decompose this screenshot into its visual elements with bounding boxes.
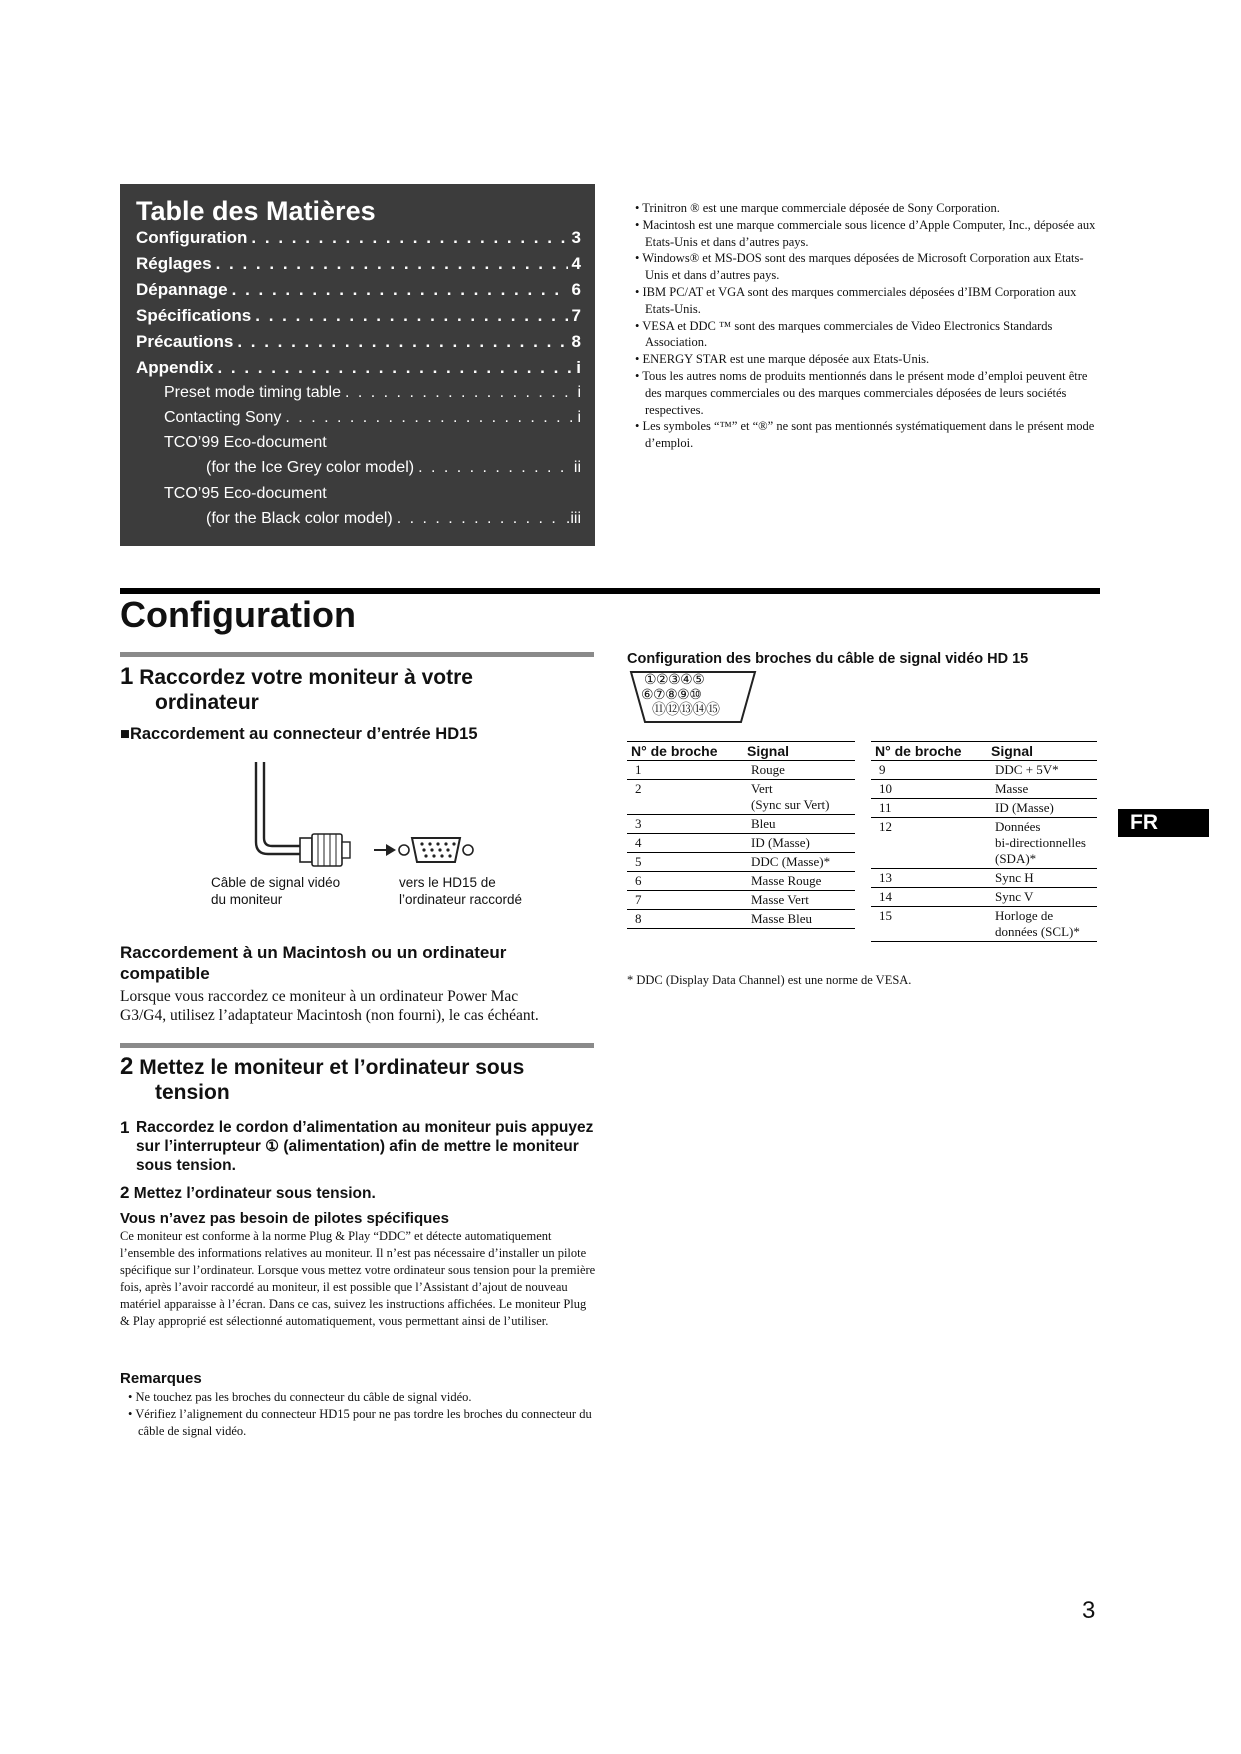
pin-number: 9 <box>871 761 987 780</box>
hd15-port-icon <box>399 838 473 862</box>
pin-signal: Données bi-directionnelles (SDA)* <box>987 818 1097 869</box>
toc-entry-page: 4 <box>571 254 581 273</box>
toc-entry-page: i <box>577 384 581 401</box>
pin-signal: Sync V <box>987 888 1097 907</box>
pin-col-header: N° de broche <box>871 742 987 761</box>
pin-signal: Masse Rouge <box>743 872 855 891</box>
toc-entry-page: i <box>577 409 581 426</box>
pin-signal: Masse Bleu <box>743 910 855 929</box>
toc-entry-tco99: TCO’99 Eco-document <box>164 434 327 451</box>
toc-entry-contacting-sony[interactable] <box>164 409 581 427</box>
step-title-line: ordinateur <box>155 691 259 714</box>
toc-entry-page: .iii <box>565 510 581 527</box>
toc-entry-appendix[interactable] <box>136 358 581 378</box>
step-title-line: Mettez le moniteur et l’ordinateur sous <box>139 1056 525 1079</box>
page-number: 3 <box>1082 1597 1096 1624</box>
page-title: Configuration <box>120 594 356 635</box>
pin-table-9-15 <box>871 741 1097 942</box>
arrow-right-icon <box>374 844 396 856</box>
language-tab: FR <box>1118 809 1209 837</box>
toc-entry-specifications[interactable] <box>136 306 581 326</box>
pin-row <box>627 780 855 815</box>
note-item: • Ne touchez pas les broches du connecteur du câble de signal vidéo. <box>128 1390 472 1404</box>
substep-2 <box>120 1184 376 1203</box>
drivers-text: Ce moniteur est conforme à la norme Plug & Play “DDC” et détecte automatiquement l’ensemble des informations relatives au moniteur. Il n’est pas nécessaire d’installer un pilote spécifique sur l’ordinateur. Lorsque vous mettez votre ordinateur sous tension pour la première fois, après l’avoir raccordé au moniteur, il est possible que l’Assistant d’ajout de nouveau matériel apparaisse à l’écran. Dans ce cas, suivez les instructions affichées. Le moniteur Plug & Play approprié est sélectionné automatiquement, vous permettant ainsi de l’utiliser. <box>120 1229 596 1328</box>
trademark-note: • IBM PC/AT et VGA sont des marques commerciales déposées d’IBM Corporation aux Etats-Unis. <box>635 284 1077 316</box>
step1-rule <box>120 652 594 657</box>
pin-number: 2 <box>627 780 743 815</box>
pin-signal: ID (Masse) <box>743 834 855 853</box>
pin-row <box>627 761 855 780</box>
substep-text: Mettez l’ordinateur sous tension. <box>133 1185 376 1202</box>
pin-signal: Sync H <box>987 869 1097 888</box>
macintosh-heading: Raccordement à un Macintosh ou un ordinateur compatible <box>120 943 507 983</box>
pin-number: 1 <box>627 761 743 780</box>
hd15-caption: vers le HD15 de l’ordinateur raccordé <box>399 875 523 907</box>
pin-row <box>871 907 1097 942</box>
trademark-note: • VESA et DDC ™ sont des marques commerciales de Video Electronics Standards Association. <box>635 318 1053 350</box>
pin-row <box>871 799 1097 818</box>
pin-config-heading: Configuration des broches du câble de signal vidéo HD 15 <box>627 651 1029 667</box>
toc-entry-label: (for the Ice Grey color model) <box>206 459 415 476</box>
pin-number: 6 <box>627 872 743 891</box>
pin-col-header: N° de broche <box>627 742 743 761</box>
substep-text: Raccordez le cordon d’alimentation au moniteur puis appuyez sur l’interrupteur ① (alimentation) afin de mettre le moniteur sous tension. <box>136 1119 594 1174</box>
toc-entry-label: Dépannage <box>136 280 228 299</box>
toc-entry-depannage[interactable] <box>136 280 581 300</box>
pin-row <box>627 834 855 853</box>
toc-entry-page: i <box>576 358 581 377</box>
substep-1 <box>120 1118 600 1175</box>
toc-entry-page: 8 <box>571 332 581 351</box>
pin-number: 7 <box>627 891 743 910</box>
pin-number: 12 <box>871 818 987 869</box>
macintosh-text: Lorsque vous raccordez ce moniteur à un ordinateur Power Mac G3/G4, utilisez l’adaptateur Macintosh (non fourni), le cas échéant. <box>120 988 539 1024</box>
toc-entry-page: ii <box>573 459 581 476</box>
toc-title: Table des Matières <box>136 196 376 226</box>
pin-row <box>871 761 1097 780</box>
pin-number: 14 <box>871 888 987 907</box>
toc-entry-label: Appendix <box>136 358 214 377</box>
pin-table-1-8 <box>627 741 855 929</box>
toc-entry-page: 6 <box>571 280 581 299</box>
pin-signal: DDC + 5V* <box>987 761 1097 780</box>
notes-list <box>120 1389 596 1440</box>
toc-entry-label: Configuration <box>136 228 248 247</box>
toc-entry-tco95-detail[interactable] <box>206 510 581 528</box>
table-of-contents <box>120 184 595 546</box>
toc-entry-label: Preset mode timing table <box>164 384 341 401</box>
signal-col-header: Signal <box>987 742 1097 761</box>
step2-rule <box>120 1043 594 1048</box>
pin-number: 10 <box>871 780 987 799</box>
pin-signal: Masse <box>987 780 1097 799</box>
toc-entry-label: (for the Black color model) <box>206 510 393 527</box>
cable-connection-illustration <box>250 762 480 872</box>
trademark-note: • Windows® et MS-DOS sont des marques déposées de Microsoft Corporation aux Etats-Unis et dans d’autres pays. <box>635 251 1084 283</box>
trademark-notes <box>627 200 1097 452</box>
pin-number: 13 <box>871 869 987 888</box>
pin-row <box>627 872 855 891</box>
toc-entry-configuration[interactable] <box>136 228 581 248</box>
toc-entry-reglages[interactable] <box>136 254 581 274</box>
toc-entry-page: 3 <box>571 228 581 247</box>
video-cable-icon <box>256 762 350 866</box>
step-title-line: Raccordez votre moniteur à votre <box>139 666 473 689</box>
drivers-heading: Vous n’avez pas besoin de pilotes spécifiques <box>120 1210 449 1227</box>
substep-number: 1 <box>120 1118 130 1137</box>
toc-entry-label: Spécifications <box>136 306 252 325</box>
pin-row <box>871 818 1097 869</box>
toc-entry-label: Réglages <box>136 254 212 273</box>
hd15-subheading: ■Raccordement au connecteur d’entrée HD15 <box>120 725 478 743</box>
trademark-note: • Les symboles “™” et “®” ne sont pas mentionnés systématiquement dans le présent mode d’emploi. <box>635 419 1095 451</box>
pin-number: 11 <box>871 799 987 818</box>
pin-row <box>627 815 855 834</box>
step2-heading <box>120 1054 524 1105</box>
substep-number: 2 <box>120 1183 130 1202</box>
pin-row <box>627 891 855 910</box>
toc-entry-page: 7 <box>571 306 581 325</box>
toc-entry-preset-mode[interactable] <box>164 384 581 402</box>
note-item: • Vérifiez l’alignement du connecteur HD15 pour ne pas tordre les broches du connecteur du câble de signal vidéo. <box>128 1407 592 1438</box>
trademark-note: • ENERGY STAR est une marque déposée aux Etats-Unis. <box>635 352 930 367</box>
step-number: 2 <box>120 1053 134 1080</box>
pin-signal: ID (Masse) <box>987 799 1097 818</box>
step-number: 1 <box>120 663 134 690</box>
toc-entry-precautions[interactable] <box>136 332 581 352</box>
pin-signal: Masse Vert <box>743 891 855 910</box>
pin-number: 3 <box>627 815 743 834</box>
toc-entry-label: Contacting Sony <box>164 409 282 426</box>
trademark-note: • Macintosh est une marque commerciale sous licence d’Apple Computer, Inc., déposée aux Etats-Unis et dans d’autres pays. <box>635 217 1096 249</box>
pin-row <box>871 888 1097 907</box>
pin-number: 8 <box>627 910 743 929</box>
signal-col-header: Signal <box>743 742 855 761</box>
pin-signal: Horloge de données (SCL)* <box>987 907 1097 942</box>
pin-signal: DDC (Masse)* <box>743 853 855 872</box>
toc-entry-tco95: TCO’95 Eco-document <box>164 485 327 502</box>
step-title-line: tension <box>155 1081 230 1104</box>
cable-caption: Câble de signal vidéo du moniteur <box>211 875 341 907</box>
trademark-note: • Tous les autres noms de produits mentionnés dans le présent mode d’emploi peuvent être des marques commerciales ou des marques commerciales déposées de leurs sociétés respectives. <box>635 368 1088 417</box>
pin-row <box>627 853 855 872</box>
step1-heading <box>120 664 473 715</box>
pin-signal: Bleu <box>743 815 855 834</box>
pin-signal: Vert (Sync sur Vert) <box>743 780 855 815</box>
pin-row <box>871 780 1097 799</box>
toc-entry-label: Précautions <box>136 332 234 351</box>
pin-signal: Rouge <box>743 761 855 780</box>
pin-number-row: ⑪⑫⑬⑭⑮ <box>652 701 720 717</box>
pin-number-row: ⑥⑦⑧⑨⑩ <box>641 686 702 702</box>
pin-row <box>627 910 855 929</box>
toc-entry-tco99-detail[interactable] <box>206 459 581 477</box>
trademark-note: • Trinitron ® est une marque commerciale déposée de Sony Corporation. <box>635 201 1000 215</box>
ddc-footnote: * DDC (Display Data Channel) est une norme de VESA. <box>627 973 912 987</box>
pin-number: 4 <box>627 834 743 853</box>
pin-number: 5 <box>627 853 743 872</box>
pin-row <box>871 869 1097 888</box>
pin-number-row: ①②③④⑤ <box>644 671 705 687</box>
pin-number: 15 <box>871 907 987 942</box>
notes-heading: Remarques <box>120 1370 202 1387</box>
